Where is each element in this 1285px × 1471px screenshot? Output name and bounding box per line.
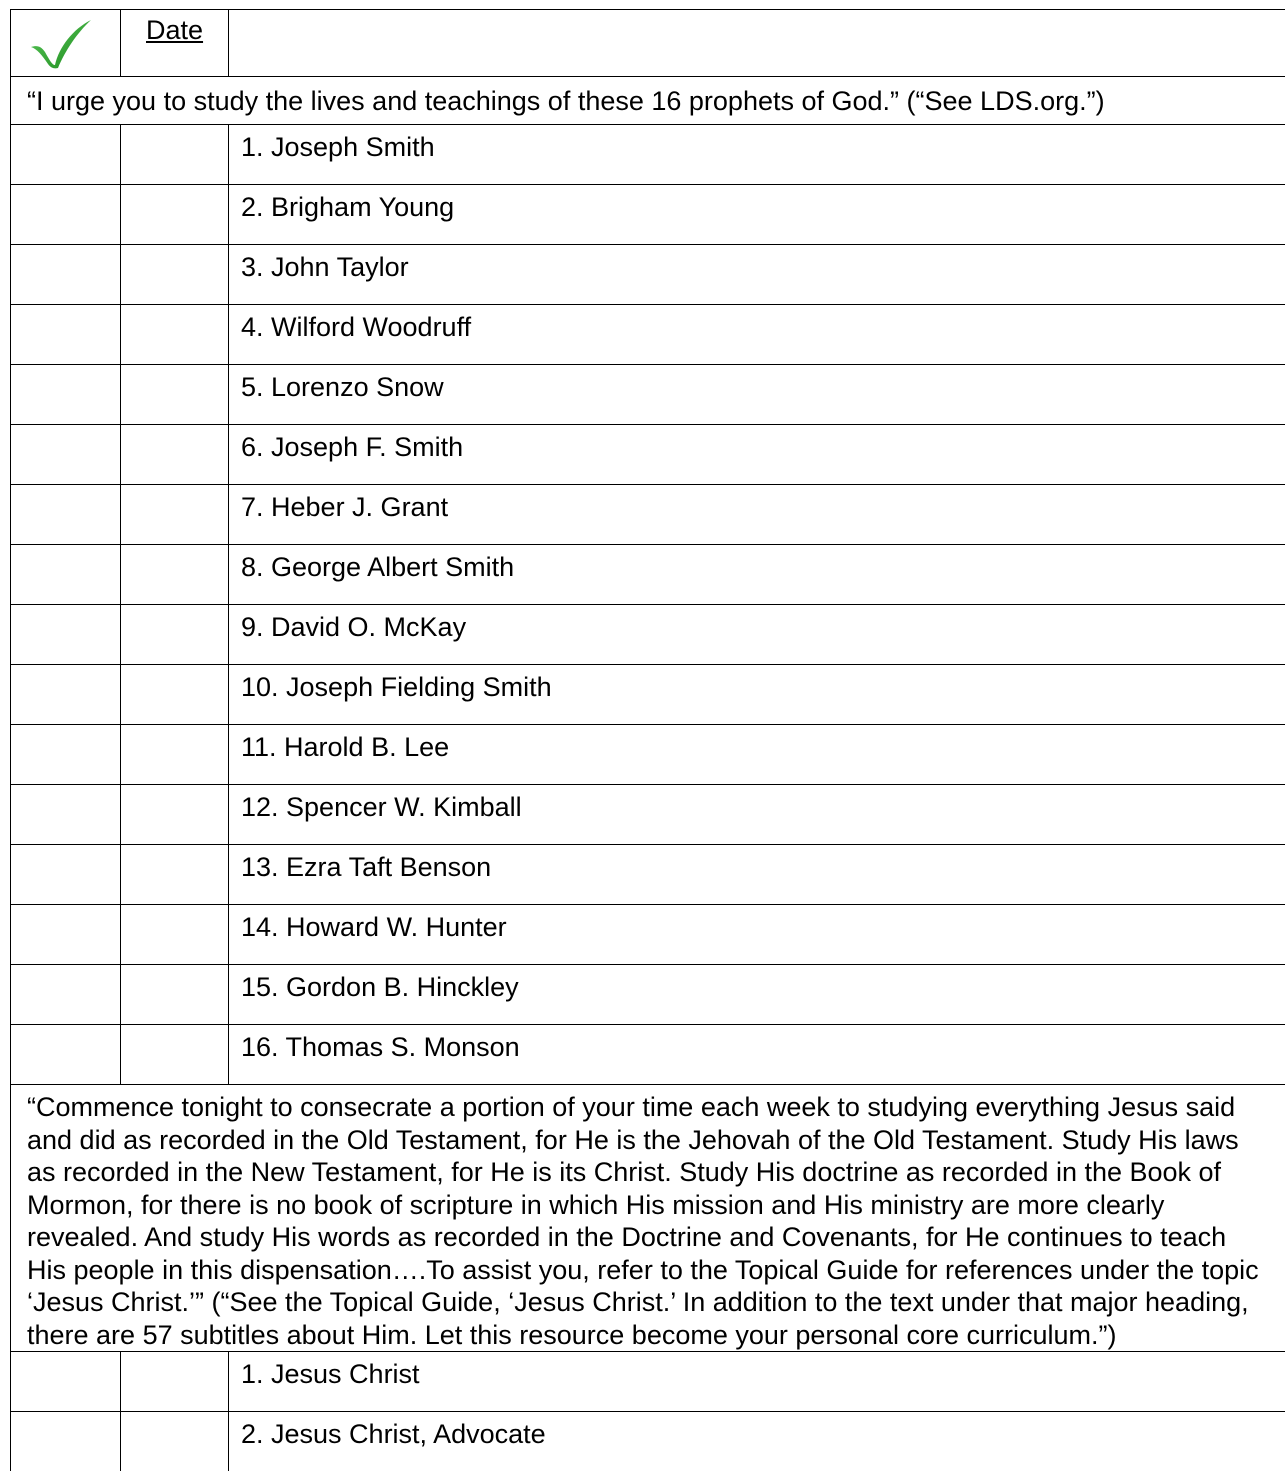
date-cell[interactable] — [121, 305, 229, 365]
prophet-item: 11. Harold B. Lee — [229, 725, 1285, 785]
date-cell[interactable] — [121, 665, 229, 725]
table-row — [11, 605, 1285, 665]
date-cell[interactable] — [121, 725, 229, 785]
section1-quote-row — [11, 77, 1285, 125]
prophet-item: 10. Joseph Fielding Smith — [229, 665, 1285, 725]
date-cell[interactable] — [121, 545, 229, 605]
check-cell[interactable] — [11, 605, 121, 665]
topic-item: 2. Jesus Christ, Advocate — [229, 1412, 1285, 1471]
prophet-item: 4. Wilford Woodruff — [229, 305, 1285, 365]
table-row — [11, 665, 1285, 725]
date-cell[interactable] — [121, 185, 229, 245]
prophet-item: 1. Joseph Smith — [229, 125, 1285, 185]
date-cell[interactable] — [121, 365, 229, 425]
date-column-header: Date — [121, 10, 229, 77]
check-cell[interactable] — [11, 365, 121, 425]
check-cell[interactable] — [11, 1412, 121, 1471]
table-row — [11, 545, 1285, 605]
date-cell[interactable] — [121, 905, 229, 965]
table-row — [11, 425, 1285, 485]
section2-quote-row — [11, 1085, 1285, 1352]
check-cell[interactable] — [11, 425, 121, 485]
topic-item: 1. Jesus Christ — [229, 1352, 1285, 1412]
prophet-item: 5. Lorenzo Snow — [229, 365, 1285, 425]
checkmark-icon — [29, 19, 93, 69]
check-cell[interactable] — [11, 305, 121, 365]
check-cell[interactable] — [11, 1352, 121, 1412]
study-checklist-table — [10, 9, 1285, 1471]
table-row — [11, 1412, 1285, 1471]
table-row — [11, 1025, 1285, 1085]
date-cell[interactable] — [121, 245, 229, 305]
table-row — [11, 965, 1285, 1025]
check-cell[interactable] — [11, 665, 121, 725]
table-row — [11, 185, 1285, 245]
date-cell[interactable] — [121, 605, 229, 665]
check-cell[interactable] — [11, 125, 121, 185]
check-cell[interactable] — [11, 185, 121, 245]
table-row — [11, 485, 1285, 545]
check-cell[interactable] — [11, 725, 121, 785]
table-row — [11, 245, 1285, 305]
prophet-item: 8. George Albert Smith — [229, 545, 1285, 605]
check-column-header — [11, 10, 121, 77]
prophet-item: 12. Spencer W. Kimball — [229, 785, 1285, 845]
date-cell[interactable] — [121, 485, 229, 545]
prophet-item: 16. Thomas S. Monson — [229, 1025, 1285, 1085]
check-cell[interactable] — [11, 845, 121, 905]
check-cell[interactable] — [11, 785, 121, 845]
check-cell[interactable] — [11, 245, 121, 305]
prophet-item: 6. Joseph F. Smith — [229, 425, 1285, 485]
check-cell[interactable] — [11, 545, 121, 605]
prophet-item: 9. David O. McKay — [229, 605, 1285, 665]
date-cell[interactable] — [121, 1352, 229, 1412]
date-cell[interactable] — [121, 425, 229, 485]
section2-quote: “Commence tonight to consecrate a portion of your time each week to studying everything Jesus said and did as recorded in the Old Testament, for He is the Jehovah of the Old Testament. Study His laws as recorded in the New Testament, for He is its Christ. Study His doctrine as recorded in the Book of Mormon, for there is no book of scripture in which His mission and His ministry are more clearly revealed. And study His words as recorded in the Doctrine and Covenants, for He continues to teach His people in this dispensation….To assist you, refer to the Topical Guide for references under the topic ‘Jesus Christ.’” (“See the Topical Guide, ‘Jesus Christ.’ In addition to the text under that major heading, there are 57 subtitles about Him. Let this resource become your personal core curriculum.”) — [11, 1085, 1285, 1352]
table-row — [11, 845, 1285, 905]
date-cell[interactable] — [121, 1025, 229, 1085]
date-cell[interactable] — [121, 785, 229, 845]
prophet-item: 7. Heber J. Grant — [229, 485, 1285, 545]
date-cell[interactable] — [121, 845, 229, 905]
table-row — [11, 1352, 1285, 1412]
header-row — [11, 10, 1285, 77]
prophet-item: 15. Gordon B. Hinckley — [229, 965, 1285, 1025]
section1-quote: “I urge you to study the lives and teachings of these 16 prophets of God.” (“See LDS.org.”) — [11, 77, 1285, 125]
table-row — [11, 365, 1285, 425]
prophet-item: 3. John Taylor — [229, 245, 1285, 305]
table-row — [11, 125, 1285, 185]
prophet-item: 14. Howard W. Hunter — [229, 905, 1285, 965]
date-cell[interactable] — [121, 125, 229, 185]
table-row — [11, 785, 1285, 845]
check-cell[interactable] — [11, 485, 121, 545]
prophet-item: 2. Brigham Young — [229, 185, 1285, 245]
date-cell[interactable] — [121, 1412, 229, 1471]
date-cell[interactable] — [121, 965, 229, 1025]
blank-header-cell — [229, 10, 1285, 77]
prophet-item: 13. Ezra Taft Benson — [229, 845, 1285, 905]
check-cell[interactable] — [11, 905, 121, 965]
table-row — [11, 725, 1285, 785]
table-row — [11, 905, 1285, 965]
check-cell[interactable] — [11, 1025, 121, 1085]
table-row — [11, 305, 1285, 365]
check-cell[interactable] — [11, 965, 121, 1025]
